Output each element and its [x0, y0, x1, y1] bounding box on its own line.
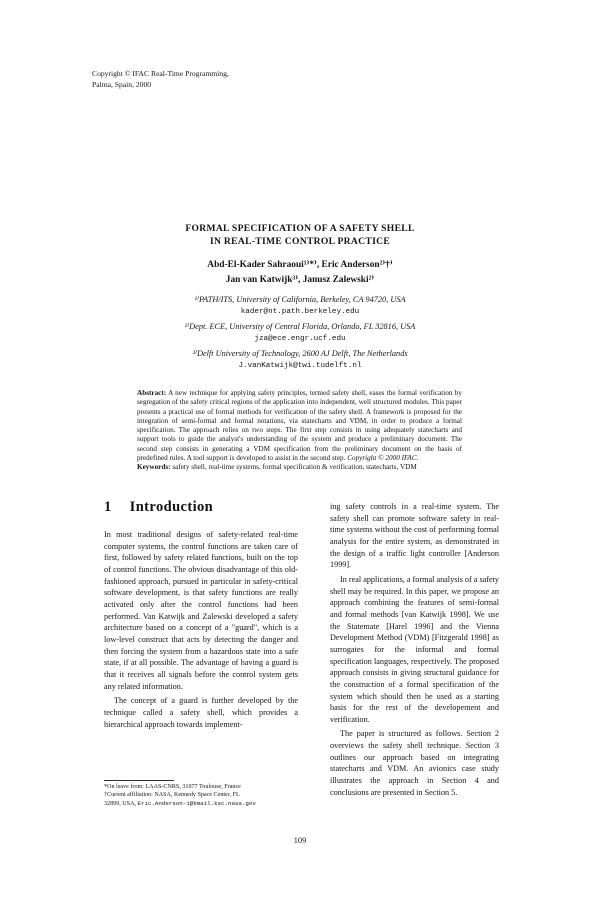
- paragraph: In most traditional designs of safety-related real-time computer systems, the control functions are taken care of first, followed by safety related functions, built on the top of control functions. The obvious disadvantage of this old-fashioned approach, pursued in particular in safety-critical software development, is that safety functions are really activated only after the control functions had been performed. Van Katwijk and Zalewski developed a safety architecture based on a concept of a "guard", which is a low-level construct that acts by detecting the danger and then forcing the system from a hazardous state into a safe state, if at all possible. The advantage of having a guard is that it receives all signals before the control system gets any related information.: [104, 530, 298, 691]
- affiliation-3: [0, 347, 600, 373]
- footnote-2: †Current affiliation: NASA, Kennedy Space Center, FL: [104, 791, 240, 798]
- affiliation-email: jza@ece.engr.ucf.edu: [254, 335, 346, 343]
- affiliation-email: J.vanKatwijk@twi.tudelft.nl: [238, 362, 362, 370]
- footnote-2-cont: [104, 800, 298, 809]
- keywords-list: safety shell, real-time systems, formal specification & verification, statecharts, VDM: [170, 463, 417, 472]
- copyright-notice: [92, 68, 332, 90]
- conference-location: Palma, Spain, 2000: [92, 80, 152, 89]
- abstract-body: A new technique for applying safety principles, termed safety shell, eases the formal verification by segregation of the safety critical regions of the application into independent, well structured modules. This paper presents a practical use of formal methods for verification of the safety shell. A framework is proposed for the integration of semi-formal and formal notations, via statecharts and VDM, in order to produce a formal specification. The approach relies on two steps. The first step consists in using adequately statecharts and support tools to guide the analyst's understanding of the system and produce a preliminary document. The second step consists in generating a VDM specification from the preliminary document on the basis of predefined rules. A tool support is developed to assist in the second step.: [137, 389, 462, 463]
- paper-title: [0, 222, 600, 248]
- left-column: [104, 529, 298, 730]
- authors-line-2: Jan van Katwijk³⁾, Janusz Zalewski²⁾: [225, 275, 375, 285]
- affiliation-1: [0, 293, 600, 319]
- page-number: 109: [293, 836, 307, 845]
- footnote-divider: [104, 780, 174, 781]
- section-heading: [104, 499, 231, 516]
- affiliation-label: ¹⁾PATH/ITS, University of California, Berkeley, CA 94720, USA: [194, 295, 406, 304]
- affiliation-label: ³⁾Delft University of Technology, 2600 AJ Delft, The Netherlands: [192, 349, 408, 358]
- section-title: Introduction: [129, 499, 214, 515]
- title-line-1: FORMAL SPECIFICATION OF A SAFETY SHELL: [185, 223, 415, 234]
- abstract-copyright: Copyright © 2000 IFAC.: [347, 454, 419, 463]
- paragraph: The concept of a guard is further developed by the technique called a safety shell, which provides a hierarchical approach towards implement-: [104, 696, 298, 729]
- section-number: 1: [104, 499, 112, 515]
- authors-line-1: Abd-El-Kader Sahraoui¹⁾*⁾, Eric Anderson²⁾†⁾: [207, 260, 393, 270]
- paragraph: The paper is structured as follows. Section 2 overviews the safety shell technique. Section 3 outlines our approach based on integrating statecharts and VDM. An avionics case study illustrates the approach in Section 4 and conclusions are presented in Section 5.: [330, 729, 499, 797]
- keywords-heading: Keywords:: [137, 463, 171, 472]
- abstract-block: [137, 389, 462, 473]
- right-column: [330, 501, 499, 798]
- affiliation-email: kader@nt.path.berkeley.edu: [240, 308, 360, 316]
- footnote-1: *On leave from: LAAS-CNRS, 31077 Toulouse, France: [104, 784, 241, 790]
- footnote-email: Eric.Anderson-1@kmail.ksc.nasa.gov: [137, 799, 256, 807]
- abstract-heading: Abstract:: [137, 389, 167, 397]
- affiliation-2: [0, 320, 600, 346]
- paragraph: In real applications, a formal analysis of a safety shell may be required. In this paper, we propose an approach combining the features of semi-formal and formal methods [van Katwijk 1998]. We use the Statemate [Harel 1996] and the Vienna Development Method (VDM) [Fitzgerald 1998] as surrogates for the informal and formal specification languages, respectively. The proposed approach consists in giving structural guidance for the construction of a formal specification of the system which should then be used as a starting basis for the rest of the developement and verification.: [330, 574, 499, 724]
- paragraph: ing safety controls in a real-time system. The safety shell can promote software safety in real-time systems without the cost of performing formal analysis for the entire system, as demonstrated in the design of a traffic light controller [Anderson 1999].: [330, 502, 499, 570]
- footnotes: [104, 784, 298, 808]
- title-line-2: IN REAL-TIME CONTROL PRACTICE: [209, 236, 391, 247]
- affiliation-label: ²⁾Dept. ECE, University of Central Florida, Orlando, FL 32816, USA: [184, 322, 416, 331]
- copyright-line: Copyright © IFAC Real-Time Programming,: [92, 69, 229, 78]
- footnote-address: 32899, USA,: [104, 800, 138, 807]
- author-list: [0, 258, 600, 288]
